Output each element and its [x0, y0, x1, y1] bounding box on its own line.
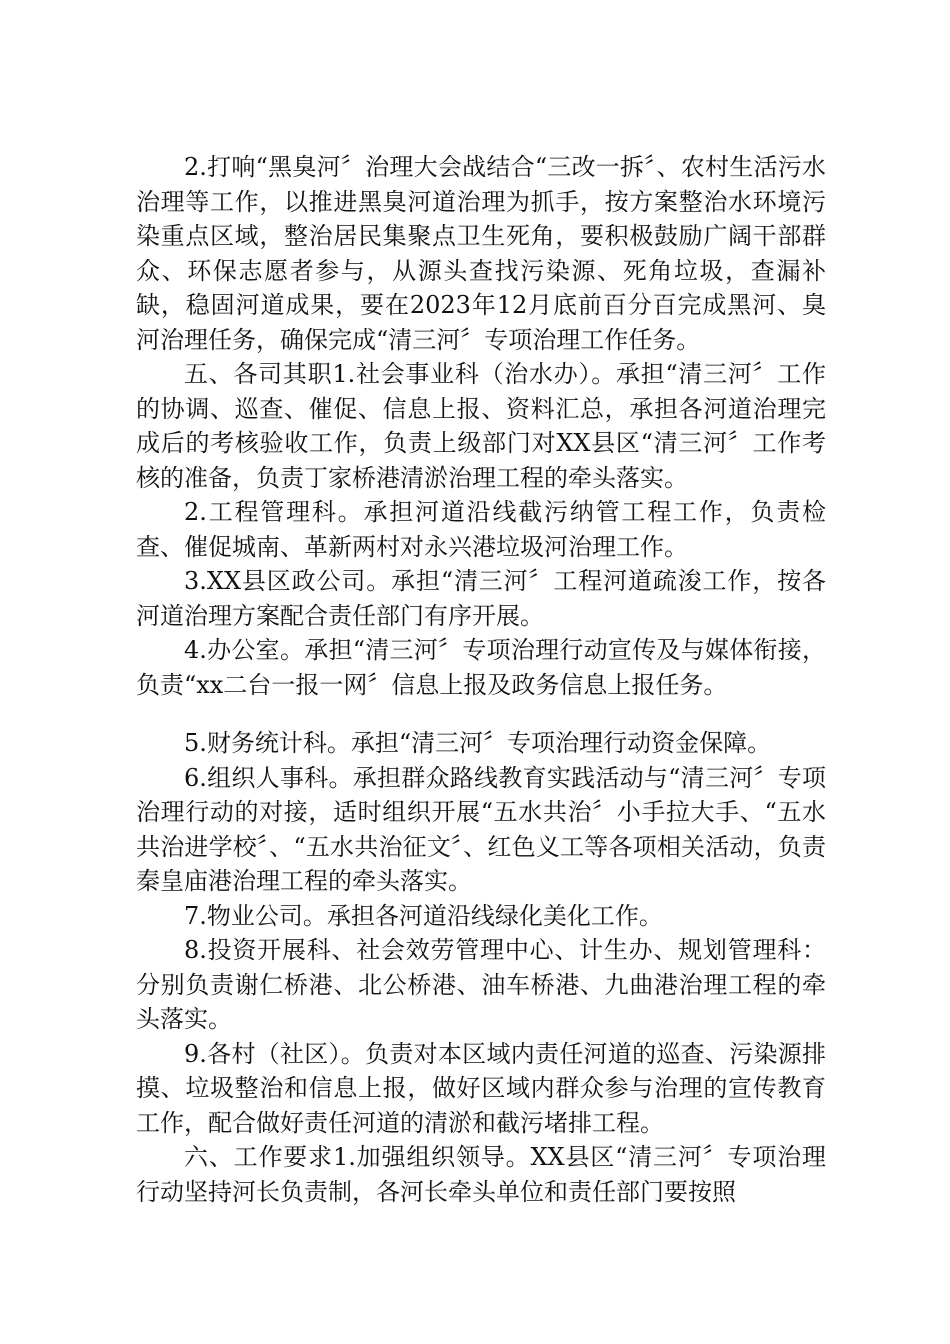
paragraph-finance-statistics: 5.财务统计科。承担“清三河〞专项治理行动资金保障。: [184, 729, 772, 757]
paragraph-investment-development: 8.投资开展科、社会效劳管理中心、计生办、规划管理科：分别负责谢仁桥港、北公桥港、油车桥港、九曲港治理工程的牵头落实。: [136, 936, 826, 1033]
paragraph-organization-personnel: 6.组织人事科。承担群众路线教育实践活动与“清三河〞专项治理行动的对接，适时组织开展“五水共治〞小手拉大手、“五水共治进学校〞、“五水共治征文〞、红色义工等各项相关活动，负责秦皇庙港治理工程的牵头落实。: [136, 763, 826, 895]
paragraph-property-company: 7.物业公司。承担各河道沿线绿化美化工作。: [184, 901, 663, 930]
paragraph-municipal-company: 3.XX县区政公司。承担“清三河〞工程河道疏浚工作，按各河道治理方案配合责任部门有序开展。: [136, 567, 826, 630]
paragraph-section-five-social-affairs: 五、各司其职1.社会事业科（治水办）。承担“清三河〞工作的协调、巡查、催促、信息上报、资料汇总，承担各河道治理完成后的考核验收工作，负责上级部门对XX县区“清三河〞工作考核的准备，负责丁家桥港清淤治理工程的牵头落实。: [136, 360, 826, 492]
document-body: [136, 150, 826, 1209]
paragraph-office: 4.办公室。承担“清三河〞专项治理行动宣传及与媒体衔接，负责“xx二台一报一网〞信息上报及政务信息上报任务。: [136, 636, 826, 699]
paragraph-black-odorous-river-campaign: 2.打响“黑臭河〞治理大会战结合“三改一拆〞、农村生活污水治理等工作，以推进黑臭河道治理为抓手，按方案整治水环境污染重点区域，整治居民集聚点卫生死角，要积极鼓励广阔干部群众、环保志愿者参与，从源头查找污染源、死角垃圾，查漏补缺，稳固河道成果，要在2023年12月底前百分百完成黑河、臭河治理任务，确保完成“清三河〞专项治理工作任务。: [136, 153, 826, 354]
paragraph-engineering-management: 2.工程管理科。承担河道沿线截污纳管工程工作，负责检查、催促城南、革新两村对永兴港垃圾河治理工作。: [136, 498, 826, 561]
paragraph-villages-communities: 9.各村（社区）。负责对本区域内责任河道的巡查、污染源排摸、垃圾整治和信息上报，做好区域内群众参与治理的宣传教育工作，配合做好责任河道的清淤和截污堵排工程。: [136, 1039, 826, 1137]
paragraph-section-six-requirements: 六、工作要求1.加强组织领导。XX县区“清三河〞专项治理行动坚持河长负责制，各河长牵头单位和责任部门要按照: [136, 1143, 826, 1206]
